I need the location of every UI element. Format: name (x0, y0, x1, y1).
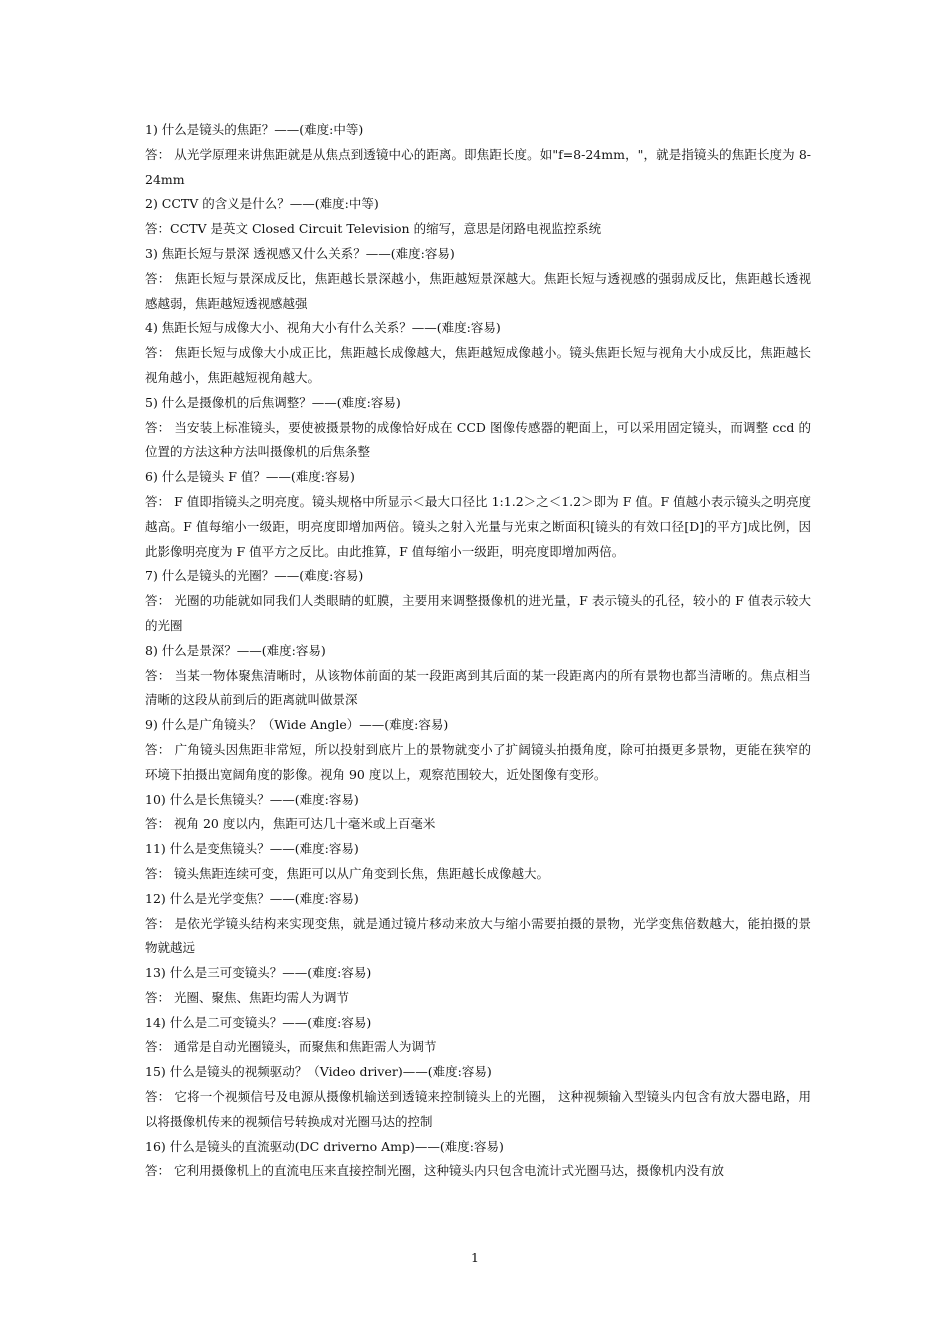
question-line: 12) 什么是光学变焦？——(难度:容易) (145, 890, 359, 906)
question-line: 1) 什么是镜头的焦距？——(难度:中等) (145, 122, 364, 137)
question-line: 7) 什么是镜头的光圈？——(难度:容易) (145, 568, 364, 584)
answer-paragraph: 答： 通常是自动光圈镜头，而聚焦和焦距需人为调节 (145, 1039, 437, 1055)
answer-paragraph: 答： 是依光学镜头结构来实现变焦，就是通过镜片移动来放大与缩小需要拍摄的景物，光学变焦倍数越大，能拍摄的景物就越远 (145, 915, 811, 956)
question-line: 2) CCTV 的含义是什么？——(难度:中等) (145, 196, 379, 212)
question-line: 14) 什么是二可变镜头？——(难度:容易) (145, 1014, 372, 1030)
document-body (145, 118, 811, 1184)
answer-paragraph: 答： 当安装上标准镜头，要使被摄景物的成像恰好成在 CCD 图像传感器的靶面上，可以采用固定镜头，而调整 ccd 的位置的方法这种方法叫摄像机的后焦条整 (145, 419, 811, 460)
answer-paragraph: 答： 视角 20 度以内，焦距可达几十毫米或上百毫米 (145, 816, 436, 832)
page-number: 1 (471, 1250, 479, 1265)
question-line: 8) 什么是景深？——(难度:容易) (145, 642, 326, 658)
question-line: 11) 什么是变焦镜头？——(难度:容易) (145, 841, 359, 857)
question-line: 13) 什么是三可变镜头？——(难度:容易) (145, 965, 372, 981)
answer-paragraph: 答： 它将一个视频信号及电源从摄像机输送到透镜来控制镜头上的光圈， 这种视频输入型镜头内包含有放大器电路，用以将摄像机传来的视频信号转换成对光圈马达的控制 (145, 1089, 811, 1129)
question-line: 10) 什么是长焦镜头？——(难度:容易) (145, 791, 359, 807)
question-line: 5) 什么是摄像机的后焦调整？——(难度:容易) (145, 394, 401, 410)
question-line: 16) 什么是镜头的直流驱动(DC driverno Amp)——(难度:容易) (145, 1138, 504, 1154)
answer-paragraph: 答： 光圈、聚焦、焦距均需人为调节 (145, 989, 349, 1005)
answer-paragraph: 答： 从光学原理来讲焦距就是从焦点到透镜中心的距离。即焦距长度。如"f=8-24mm，"，就是指镜头的焦距长度为 8-24mm (145, 146, 811, 187)
question-line: 3) 焦距长短与景深 透视感又什么关系？——(难度:容易) (145, 245, 455, 261)
answer-paragraph: 答：CCTV 是英文 Closed Circuit Television 的缩写，意思是闭路电视监控系统 (145, 221, 602, 237)
answer-paragraph: 答： 当某一物体聚焦清晰时，从该物体前面的某一段距离到其后面的某一段距离内的所有景物也都当清晰的。焦点相当清晰的这段从前到后的距离就叫做景深 (145, 667, 811, 708)
answer-paragraph: 答： F 值即指镜头之明亮度。镜头规格中所显示＜最大口径比 1:1.2＞之＜1.2＞即为 F 值。F 值越小表示镜头之明亮度越高。F 值每缩小一级距，明亮度即增加两倍。镜头之射入光量与光束之断面积[镜头的有效口径[D]的平方]成比例，因此影像明亮度为 F 值平方之反比。由此推算，F 值每缩小一级距，明亮度即增加两倍。 (145, 493, 811, 559)
answer-paragraph: 答： 镜头焦距连续可变，焦距可以从广角变到长焦，焦距越长成像越大。 (145, 865, 549, 881)
question-line: 15) 什么是镜头的视频驱动？（Video driver)——(难度:容易) (145, 1064, 492, 1080)
question-line: 6) 什么是镜头 F 值？——(难度:容易) (145, 469, 355, 485)
answer-paragraph: 答： 它利用摄像机上的直流电压来直接控制光圈，这种镜头内只包含电流计式光圈马达，摄像机内没有放 (145, 1163, 724, 1179)
answer-paragraph: 答： 广角镜头因焦距非常短，所以投射到底片上的景物就变小了扩阔镜头拍摄角度，除可拍摄更多景物，更能在狭窄的环境下拍摄出宽阔角度的影像。视角 90 度以上，观察范围较大，近处图像有变形。 (145, 741, 811, 782)
answer-paragraph: 答： 光圈的功能就如同我们人类眼睛的虹膜，主要用来调整摄像机的进光量，F 表示镜头的孔径，较小的 F 值表示较大的光圈 (145, 593, 811, 633)
question-line: 4) 焦距长短与成像大小、视角大小有什么关系？——(难度:容易) (145, 320, 501, 336)
question-line: 9) 什么是广角镜头？（Wide Angle）——(难度:容易) (145, 717, 449, 733)
answer-paragraph: 答： 焦距长短与成像大小成正比，焦距越长成像越大，焦距越短成像越小。镜头焦距长短与视角大小成反比，焦距越长视角越小，焦距越短视角越大。 (145, 345, 811, 385)
answer-paragraph: 答： 焦距长短与景深成反比，焦距越长景深越小，焦距越短景深越大。焦距长短与透视感的强弱成反比，焦距越长透视感越弱，焦距越短透视感越强 (145, 270, 811, 311)
